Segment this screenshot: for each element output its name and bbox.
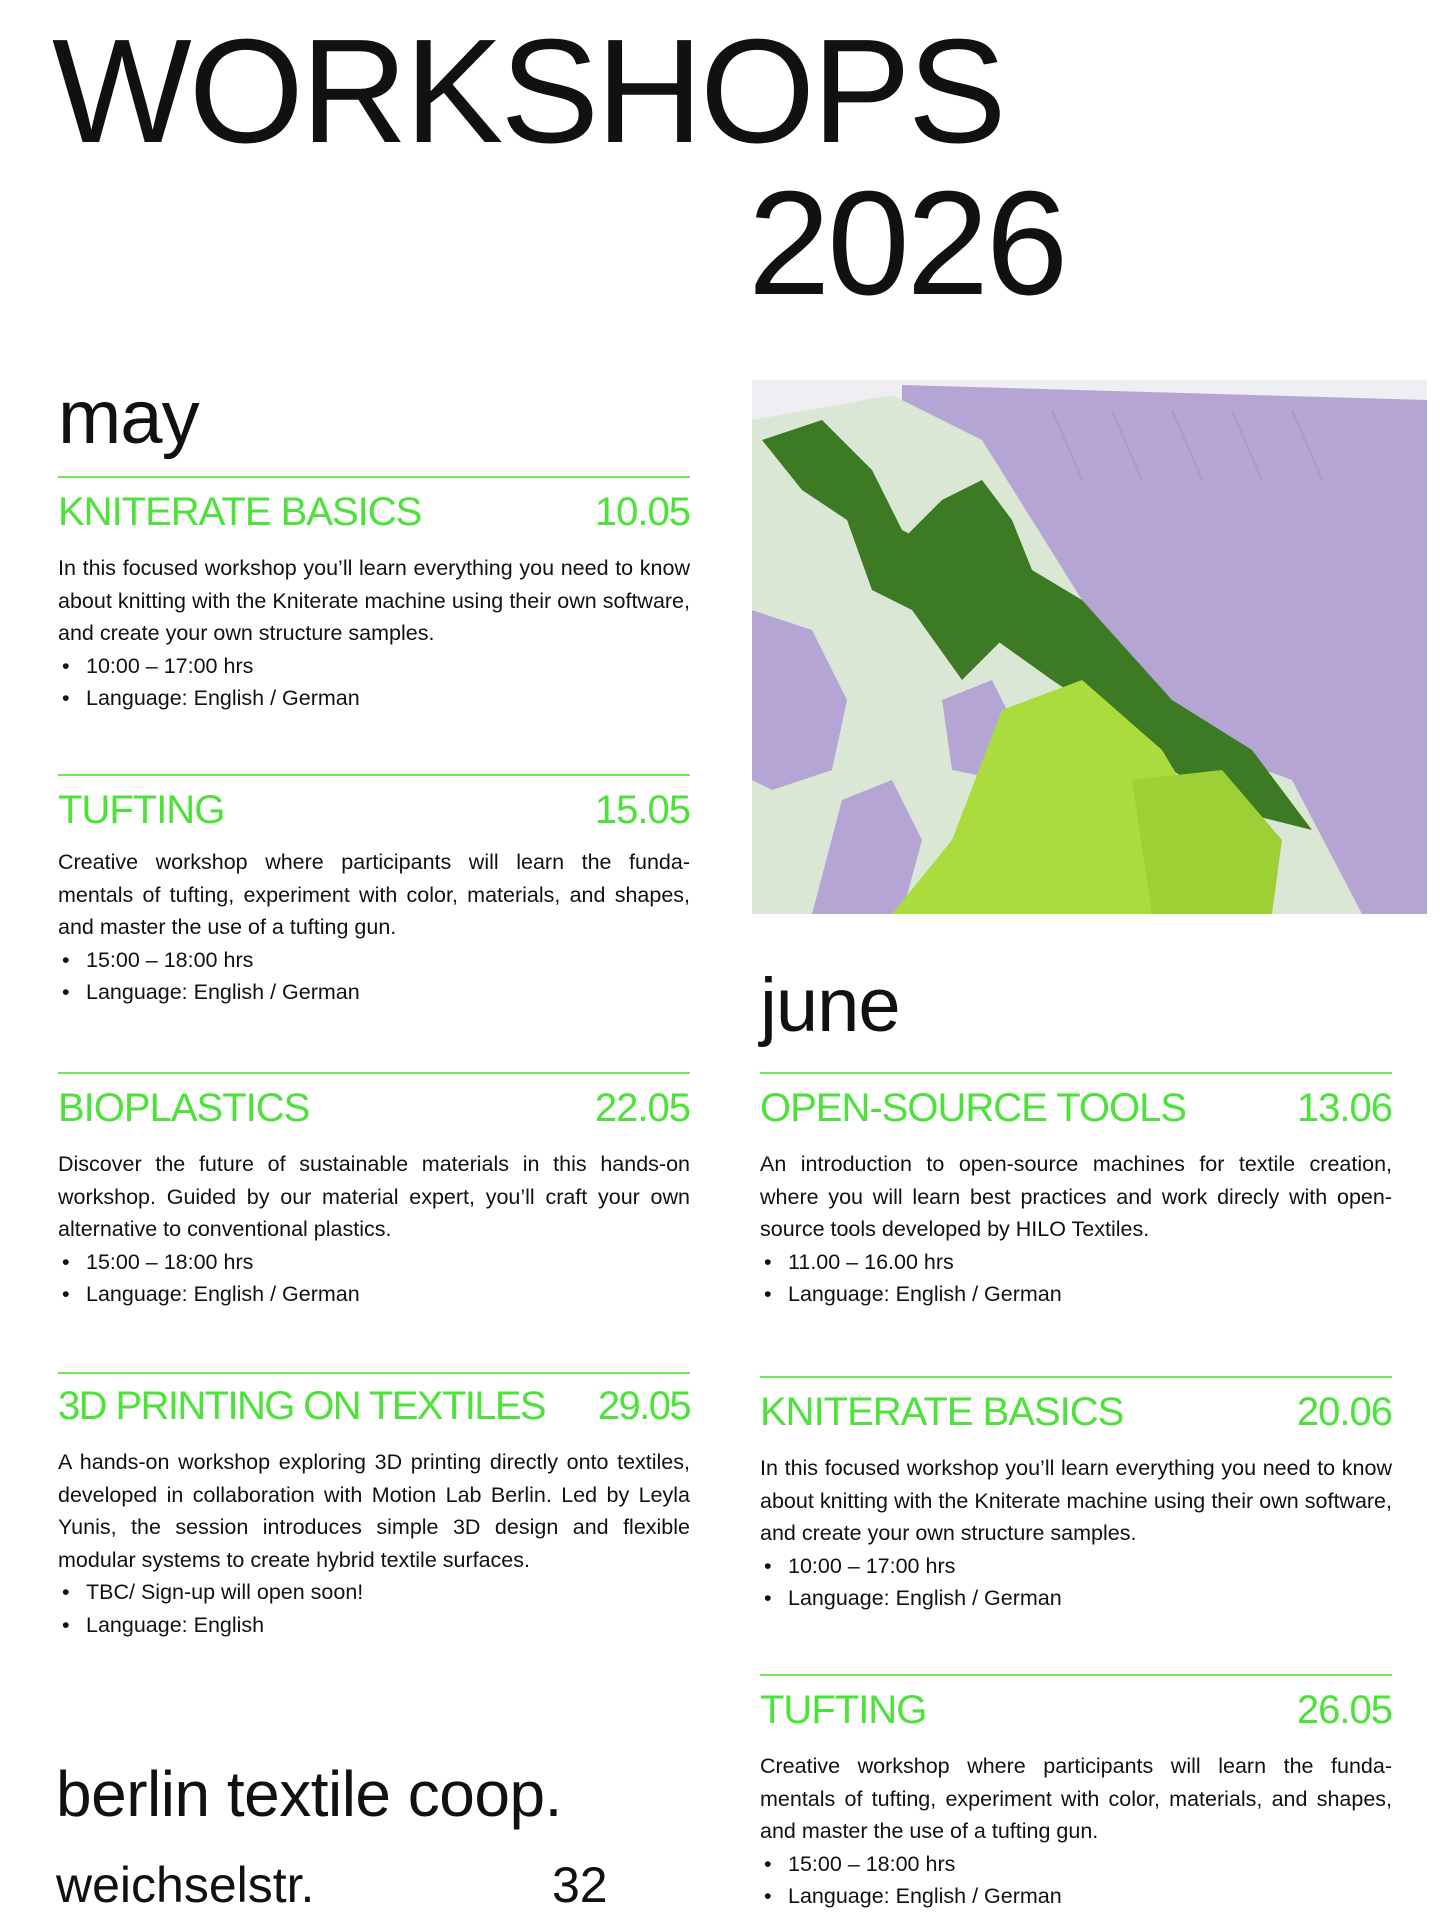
workshop-time: • 15:00 – 18:00 hrs (760, 1848, 1392, 1881)
workshop-details (58, 1576, 690, 1641)
workshop-language: • Language: English / German (58, 1278, 690, 1311)
workshop-language: • Language: English / German (760, 1278, 1392, 1311)
workshop-card (58, 476, 690, 715)
workshop-time: • 11.00 – 16.00 hrs (760, 1246, 1392, 1279)
address-number: 32 (552, 1857, 608, 1913)
workshop-title: KNITERATE BASICS (58, 490, 422, 534)
workshop-language: • Language: English / German (58, 976, 690, 1009)
workshop-language: • Language: English (58, 1609, 690, 1642)
workshop-title: KNITERATE BASICS (760, 1390, 1124, 1434)
workshop-time: • 15:00 – 18:00 hrs (58, 944, 690, 977)
divider (760, 1072, 1392, 1074)
workshop-card (760, 1072, 1392, 1311)
divider (58, 1072, 690, 1074)
workshop-language: • Language: English / German (58, 682, 690, 715)
workshop-description: An introduction to open-source machines for textile creation, where you will learn best practices and work direcly with open-source tools developed by HILO Textiles. (760, 1152, 1392, 1241)
workshop-title: OPEN-SOURCE TOOLS (760, 1086, 1187, 1130)
workshop-date: 20.06 (1296, 1390, 1392, 1434)
workshop-details (58, 650, 690, 715)
page-title-line-2: 2026 (748, 161, 1066, 326)
workshop-title: TUFTING (760, 1688, 927, 1732)
workshop-description: In this focused workshop you’ll learn everything you need to know about knitting with the Kniterate machine using their own software, and create your own structure samples. (58, 556, 690, 645)
workshop-time: • 15:00 – 18:00 hrs (58, 1246, 690, 1279)
workshop-time: • 10:00 – 17:00 hrs (58, 650, 690, 683)
workshop-card (58, 1072, 690, 1311)
workshop-description: Discover the future of sustainable materials in this hands-on workshop. Guided by our material expert, you’ll craft your own alternative to conventional plastics. (58, 1152, 690, 1241)
workshop-language: • Language: English / German (760, 1582, 1392, 1615)
workshop-title: TUFTING (58, 788, 225, 832)
page-title-line-1: WORKSHOPS (52, 9, 1004, 174)
workshop-description: In this focused workshop you’ll learn everything you need to know about knitting with the Kniterate machine using their own software, and create your own structure samples. (760, 1456, 1392, 1545)
workshop-description: Creative workshop where participants will learn the funda- mentals of tufting, experiment with color, materials, and shapes, and master the use of a tufting gun. (58, 850, 690, 939)
divider (58, 774, 690, 776)
organization-name: berlin textile coop. (56, 1758, 562, 1830)
workshop-time: • TBC/ Sign-up will open soon! (58, 1576, 690, 1609)
workshop-date: 13.06 (1296, 1086, 1392, 1130)
divider (760, 1674, 1392, 1676)
month-heading-june: june (760, 963, 900, 1048)
address-street: weichselstr. (56, 1857, 315, 1913)
divider (58, 476, 690, 478)
workshop-card (58, 1372, 690, 1641)
workshop-description: Creative workshop where participants will learn the funda- mentals of tufting, experiment with color, materials, and shapes, and master the use of a tufting gun. (760, 1754, 1392, 1843)
workshop-description: A hands-on workshop exploring 3D printing directly onto textiles, developed in collaboration with Motion Lab Berlin. Led by Leyla Yunis, the session introduces simple 3D design and flexible modular systems to create hybrid textile surfaces. (58, 1450, 690, 1572)
workshop-details (760, 1550, 1392, 1615)
divider (760, 1376, 1392, 1378)
workshop-card (760, 1674, 1392, 1913)
workshop-date: 29.05 (597, 1384, 690, 1428)
workshop-title: BIOPLASTICS (58, 1086, 310, 1130)
workshop-date: 10.05 (594, 490, 690, 534)
workshop-title: 3D PRINTING ON TEXTILES (58, 1384, 546, 1428)
workshop-date: 22.05 (594, 1086, 690, 1130)
workshop-card (58, 774, 690, 1009)
workshop-language: • Language: English / German (760, 1880, 1392, 1913)
knitted-textile-photo (752, 380, 1427, 914)
workshop-details (760, 1246, 1392, 1311)
workshop-details (58, 944, 690, 1009)
workshop-time: • 10:00 – 17:00 hrs (760, 1550, 1392, 1583)
workshop-details (58, 1246, 690, 1311)
divider (58, 1372, 690, 1374)
month-heading-may: may (58, 375, 199, 460)
workshop-card (760, 1376, 1392, 1615)
workshop-date: 26.05 (1296, 1688, 1392, 1732)
workshop-date: 15.05 (594, 788, 690, 832)
workshop-details (760, 1848, 1392, 1913)
